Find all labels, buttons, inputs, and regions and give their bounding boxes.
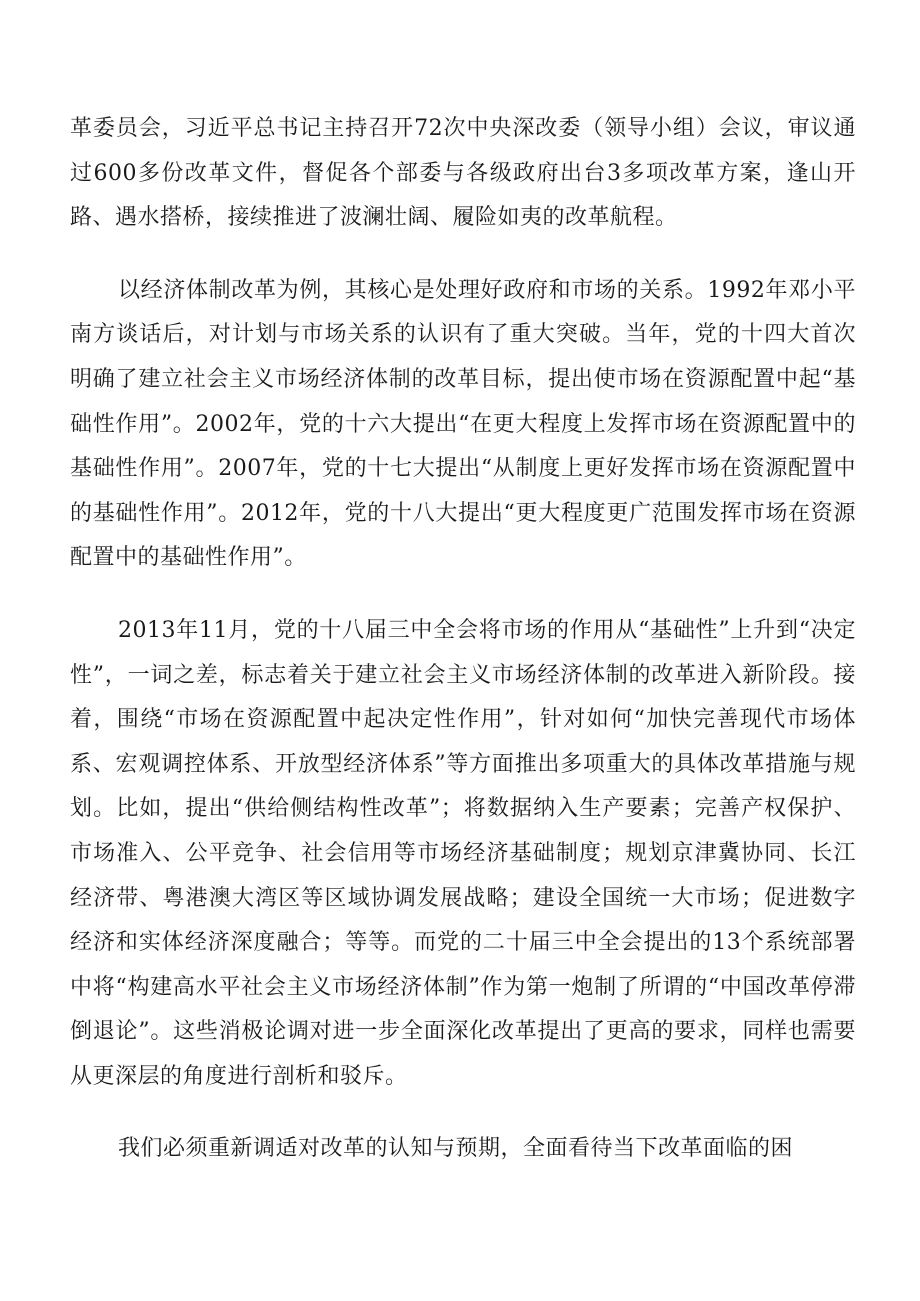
paragraph-gap <box>70 1099 856 1127</box>
paragraph-gap <box>70 241 856 269</box>
paragraph-continued: 革委员会，习近平总书记主持召开72次中央深改委（领导小组）会议，审议通过600多份改革文件，督促各个部委与各级政府出台3多项改革方案，逢山开路、遇水搭桥，接续推进了波澜壮阔、履险如夷的改革航程。 <box>70 116 856 231</box>
paragraph-economic-reform: 以经济体制改革为例，其核心是处理好政府和市场的关系。1992年邓小平南方谈话后，对计划与市场关系的认识有了重大突破。当年，党的十四大首次明确了建立社会主义市场经济体制的改革目标，提出使市场在资源配置中起“基础性作用”。2002年，党的十六大提出“在更大程度上发挥市场在资源配置中的基础性作用”。2007年，党的十七大提出“从制度上更好发挥市场在资源配置中的基础性作用”。2012年，党的十八大提出“更大程度更广范围发挥市场在资源配置中的基础性作用”。 <box>70 277 856 571</box>
paragraph-reform-cognition: 我们必须重新调适对改革的认知与预期，全面看待当下改革面临的困 <box>118 1136 794 1162</box>
paragraph-gap <box>70 581 856 609</box>
paragraph-2013-plenum: 2013年11月，党的十八届三中全会将市场的作用从“基础性”上升到“决定性”，一词之差，标志着关于建立社会主义市场经济体制的改革进入新阶段。接着，围绕“市场在资源配置中起决定性作用”，针对如何“加快完善现代市场体系、宏观调控体系、开放型经济体系”等方面推出多项重大的具体改革措施与规划。比如，提出“供给侧结构性改革”；将数据纳入生产要素；完善产权保护、市场准入、公平竞争、社会信用等市场经济基础制度；规划京津冀协同、长江经济带、粤港澳大湾区等区域协调发展战略；建设全国统一大市场；促进数字经济和实体经济深度融合；等等。而党的二十届三中全会提出的13个系统部署中将“构建高水平社会主义市场经济体制”作为第一炮制了所谓的“中国改革停滞倒退论”。这些消极论调对进一步全面深化改革提出了更高的要求，同样也需要从更深层的角度进行剖析和驳斥。 <box>70 617 856 1089</box>
